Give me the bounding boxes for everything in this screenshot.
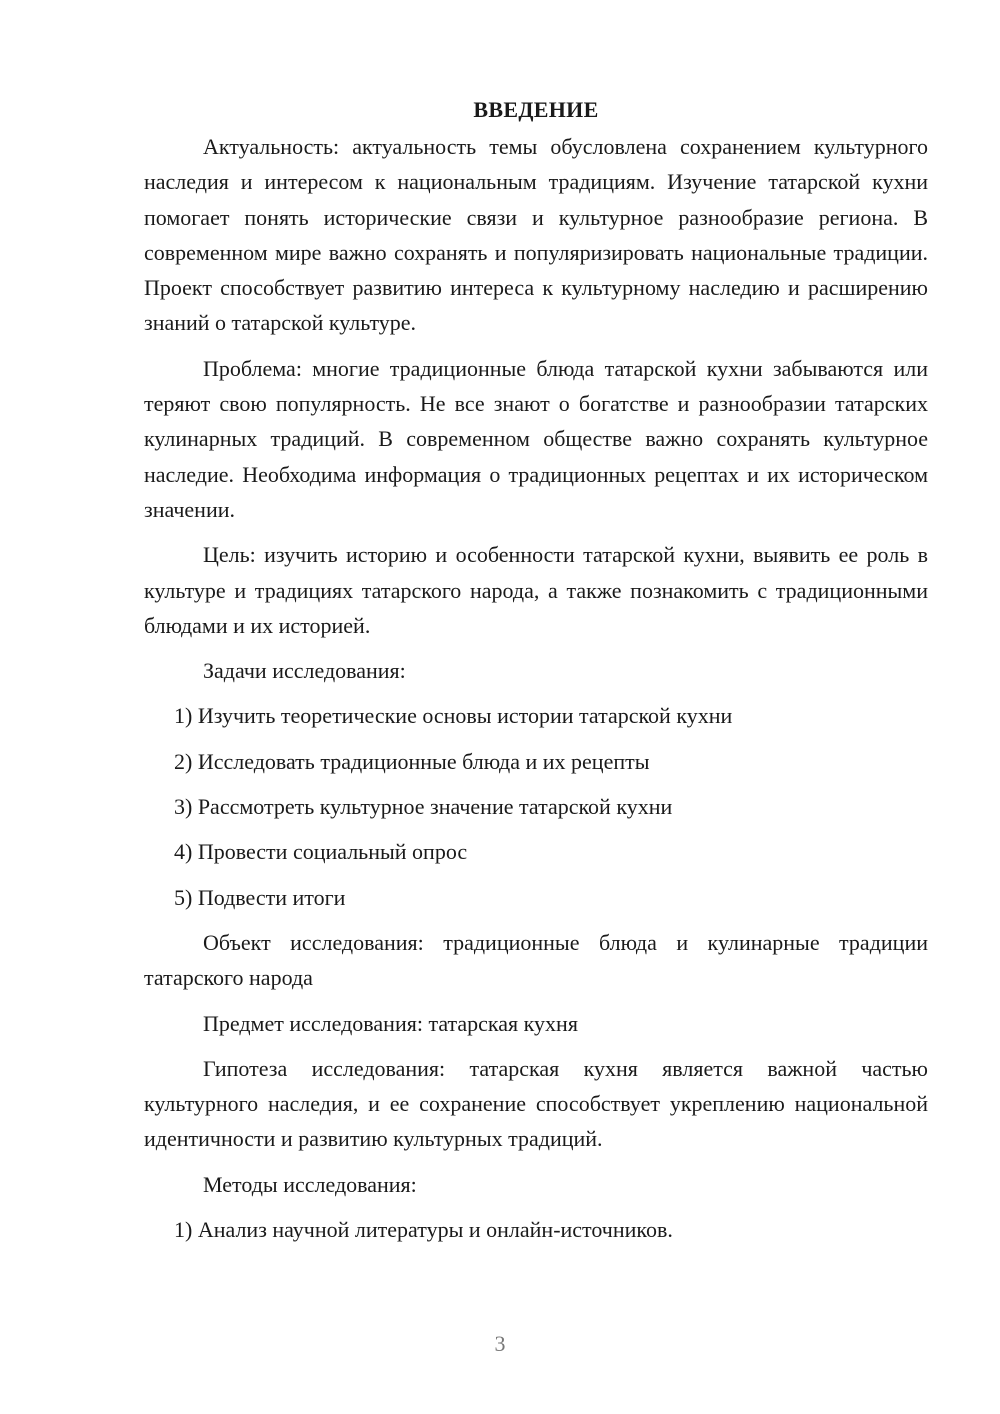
- task-item-5: 5) Подвести итоги: [174, 884, 346, 910]
- document-page: [144, 92, 928, 1257]
- object-paragraph: Объект исследования: традиционные блюда и кулинарные традиции татарского народа: [144, 929, 928, 991]
- page-number: 3: [494, 1331, 506, 1356]
- problem-paragraph: Проблема: многие традиционные блюда татарской кухни забываются или теряют свою популярность. Не все знают о богатстве и разнообразии татарских кулинарных традиций. В современном обществе важно сохранять культурное наследие. Необходима информация о традиционных рецептах и их историческом значении.: [144, 355, 928, 522]
- goal-paragraph: Цель: изучить историю и особенности татарской кухни, выявить ее роль в культуре и традициях татарского народа, а также познакомить с традиционными блюдами и их историей.: [144, 542, 928, 638]
- task-item-3: 3) Рассмотреть культурное значение татарской кухни: [174, 794, 673, 820]
- hypothesis-paragraph: Гипотеза исследования: татарская кухня является важной частью культурного наследия, и ее сохранение способствует укреплению национальной идентичности и развитию культурных традиций.: [144, 1055, 928, 1152]
- task-item-1: 1) Изучить теоретические основы истории татарской кухни: [174, 703, 733, 729]
- subject-line: Предмет исследования: татарская кухня: [203, 1010, 578, 1036]
- relevance-paragraph: Актуальность: актуальность темы обусловлена сохранением культурного наследия и интересом к национальным традициям. Изучение татарской кухни помогает понять исторические связи и культурное разнообразие региона. В современном мире важно сохранять и популяризировать национальные традиции. Проект способствует развитию интереса к культурному наследию и расширению знаний о татарской культуре.: [144, 134, 928, 336]
- task-item-2: 2) Исследовать традиционные блюда и их рецепты: [174, 748, 650, 774]
- tasks-label: Задачи исследования:: [203, 658, 406, 684]
- section-title: ВВЕДЕНИЕ: [473, 97, 599, 122]
- task-item-4: 4) Провести социальный опрос: [174, 839, 468, 865]
- methods-label: Методы исследования:: [203, 1171, 417, 1197]
- method-item-1: 1) Анализ научной литературы и онлайн-источников.: [174, 1217, 673, 1243]
